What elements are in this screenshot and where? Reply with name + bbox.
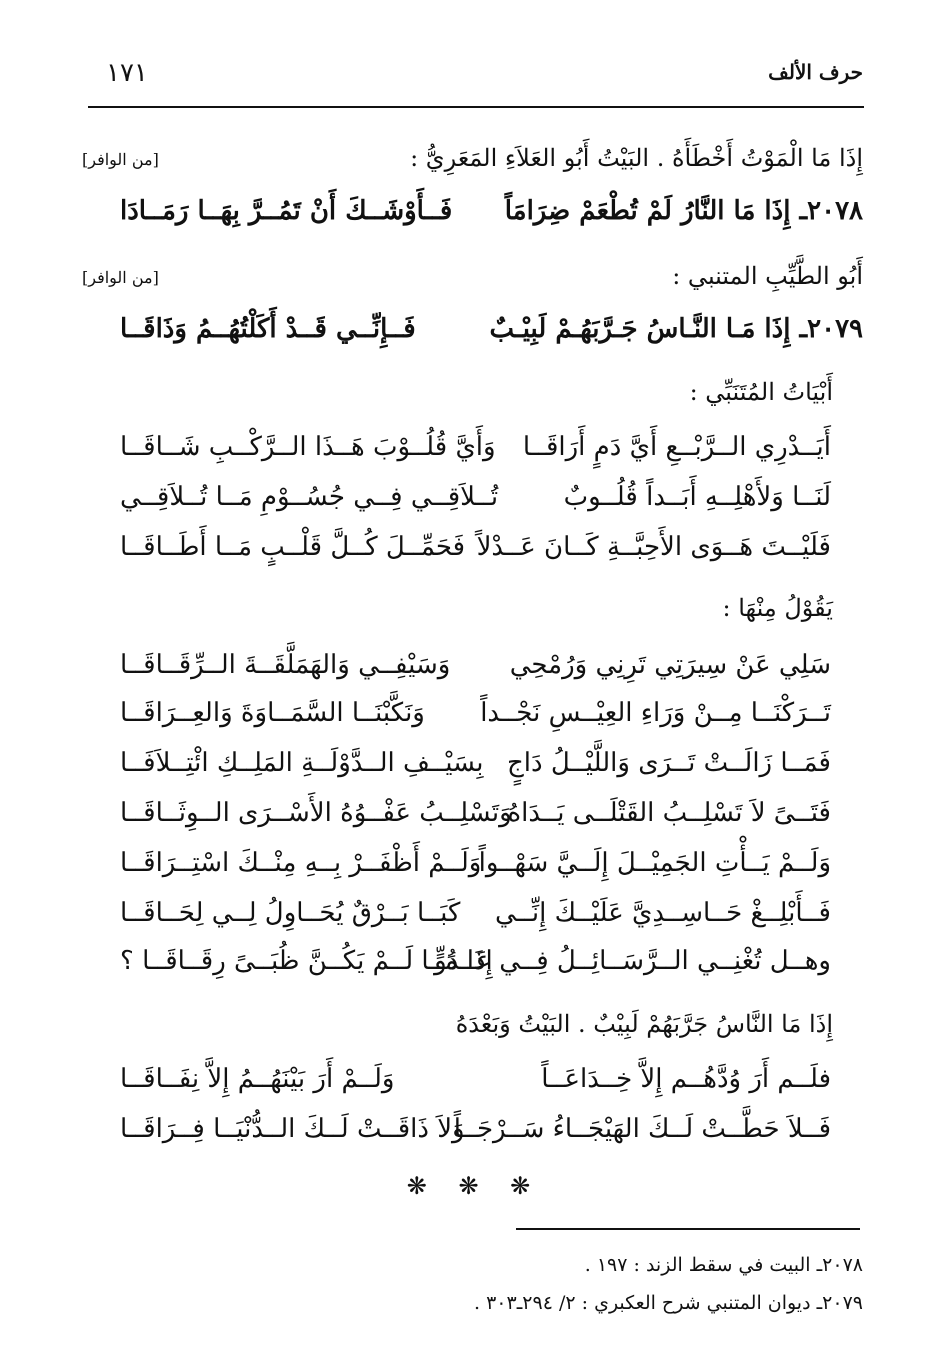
verse-right: سَلِي عَنْ سِيرَتِي تَرِنِي وَرُمْحِي [509,650,831,680]
footnote-2079: ٢٠٧٩ـ ديوان المتنبي شرح العكبري : ٢/ ٢٩٤ـ٣٠٣ . [474,1292,863,1314]
verse-right: فَــلاَ حَطَّــتْ لَــكَ الهَيْجَــاءُ سَــرْجَــاً [453,1114,831,1144]
page-number: ١٧١ [106,58,148,88]
verse-right: فلَــم أَرَ وُدَّهُــم إِلاَّ خِــدَاعَــاً [541,1064,831,1094]
verse-right: فَمَــا زَالَــتْ تَــرَى وَاللَّيْــلُ دَاجٍ [507,748,831,778]
verse-2078-second-hemistich: فَــأَوْشَــكَ أَنْ تَمُــرَّ بِهَــا رَمَــادَا [120,196,453,226]
verse-left: وَسَيْفِــي وَالهَمَلَّقَــةَ الــرِّقَــاقَــا [120,650,451,680]
verse-right: تَــرَكْنَــا مِــنْ وَرَاءِ العِيْــسِ نَجْــداً [480,698,831,728]
verse-right: فَتَــىً لاَ تَسْلِــبُ القَتْلَــى يَــدَاهُ [507,798,831,828]
meter-label-2079: [من الوافر] [82,268,159,287]
verse-right: وهــل تُغْنِــي الــرَّسَــائِــلُ فِــي عَــدُوٍّ [434,946,831,976]
verse-2078-first-hemistich [505,196,863,226]
verse-left: وَلاَ ذَاقَــتْ لَــكَ الــدُّنْيَــا فِــرَاقَــا [120,1114,465,1144]
intro-mutanabbi: أَبْيَاتُ المُتَنَبِّي : [689,378,833,406]
verse-number: ٢٠٧٩ـ [799,314,863,344]
verse-left: إِذَا مَــا لَــمْ يَكُــنَّ ظُبَــىً رِقَــاقَــا ؟ [120,946,493,976]
verse-left: وَلَــمْ أَرَ بَيْنَهُــمُ إِلاَّ نِفَــاقَــا [120,1064,395,1094]
verse-right: فَــأَبْلِــغْ حَــاسِــدِيَّ عَلَيْــكَ إِنِّــي [494,898,831,928]
verse-number: ٢٠٧٨ـ [799,196,863,226]
verse-right: وَلَــمْ يَــأْتِ الجَمِيْــلَ إِلَــيَّ سَهْــواً [478,848,831,878]
running-title: حرف الألف [768,60,863,84]
hemistich-text: إِذَا مَـا النَّـاسُ جَـرَّبَهُـمْ لَبِيْـبٌ [489,314,791,344]
hemistich-text: إِذَا مَا النَّارُ لَمْ تُطْعَمْ ضِرَامَاً [504,196,791,226]
verse-2079-first-hemistich [490,314,863,344]
footnote-2078: ٢٠٧٨ـ البيت في سقط الزند : ١٩٧ . [584,1254,863,1276]
intro-line-2078: إِذَا مَا الْمَوْتُ أَخْطَأَهُ . البَيْتُ أَبُو العَلاَءِ المَعَرِيُّ : [410,144,863,172]
verse-left: فَحَمِّــلَ كُــلَّ قَلْــبٍ مَــا أَطَــاقَــا [120,532,466,562]
intro-line-2079: أَبُو الطَّيِّبِ المتنبي : [672,262,863,290]
section-separator: ❋ ❋ ❋ [406,1172,531,1200]
verse-left: وَأَيَّ قُلُــوْبَ هَــذَا الــرَّكْــبِ شَــاقَــا [120,432,496,462]
verse-left: بِسَيْــفِ الــدَّوْلَــةِ المَلِــكِ ائْتِــلاَفَــا [120,748,484,778]
verse-left: كَبَــا بَــرْقٌ يُحَــاوِلُ لِــي لِحَــاقَــا [120,898,461,928]
verse-right: لَنَــا وَلأَهْلِــهِ أَبَــداً قُلُــوبٌ [563,482,831,512]
meter-label-2078: [من الوافر] [82,150,159,169]
footnote-rule [516,1228,860,1230]
verse-left: وَنَكَّبْنَــا السَّمَــاوَةَ وَالعِــرَاقَــا [120,698,425,728]
header-rule [88,106,864,108]
intro-says: يَقُوْلُ مِنْهَا : [722,594,833,622]
verse-right: فَلَيْــتَ هَــوَى الأَحِبَّــةِ كَــانَ عَــدْلاً [476,532,831,562]
verse-right: أَيَــدْرِي الــرَّبْــعِ أَيَّ دَمٍ أَرَاقَــا [522,432,831,462]
verse-left: تُــلاَقِــي فِــي جُسُــوْمِ مَــا تُــلاَقِــي [120,482,499,512]
intro-after: إِذَا مَا النَّاسُ جَرَّبَهُمْ لَبِيْبٌ . البَيْتُ وَبَعْدَهُ [455,1010,833,1038]
verse-left: وَلَــمْ أَظْفَــرْ بِــهِ مِنْــكَ اسْتِــرَاقَــا [120,848,482,878]
verse-2079-second-hemistich: فَــإِنِّــي قَــدْ أَكَلْتُهُــمُ وَذَاقَــا [120,314,416,344]
verse-left: وَتَسْلِــبُ عَفْــوُهُ الأَسْــرَى الــوِثَــاقَــا [120,798,512,828]
